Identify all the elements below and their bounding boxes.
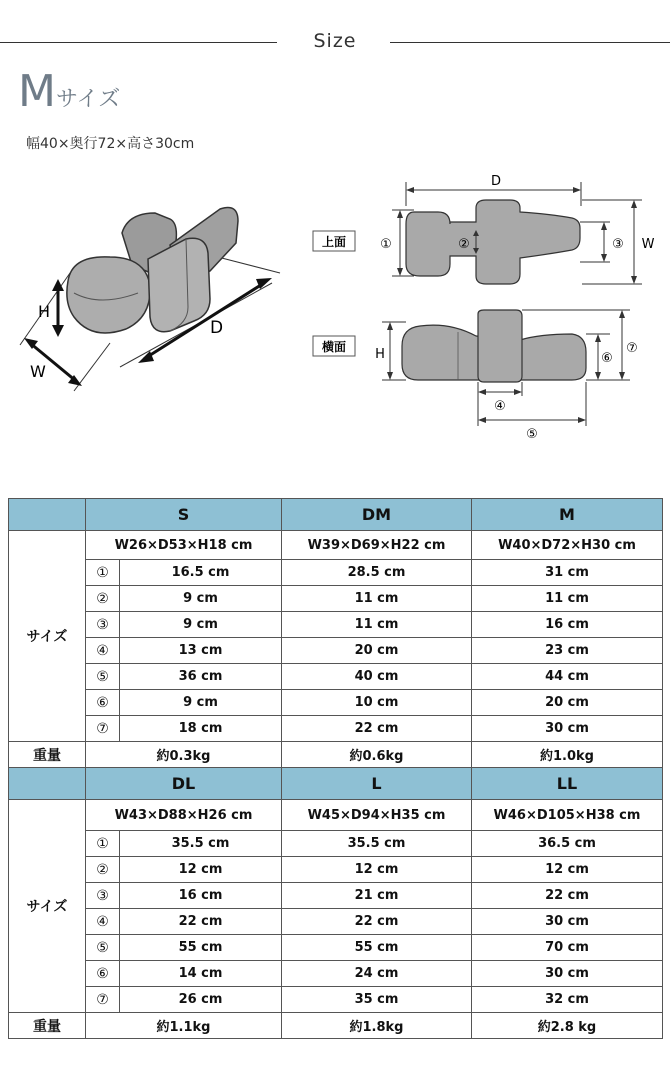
table-cell: 20 cm [282,638,472,664]
table1-weight-dm: 約0.6kg [282,742,472,768]
table1-header-row [9,499,663,531]
table-cell: 28.5 cm [282,560,472,586]
top-view-label: 上面 [321,235,347,249]
table2-col-ll: LL [472,768,663,800]
side-view-diagram [310,302,665,442]
table-cell: 70 cm [472,935,663,961]
section-title: Size [313,30,357,52]
table-cell: 21 cm [282,883,472,909]
table2-overall-row [9,800,663,831]
table-cell: 12 cm [282,857,472,883]
table-cell: 9 cm [120,586,282,612]
table-cell: 44 cm [472,664,663,690]
table1-weight-s: 約0.3kg [86,742,282,768]
table1-header-corner [9,499,86,531]
table-cell: 23 cm [472,638,663,664]
row-mark: ② [86,586,120,612]
table-row [9,909,663,935]
row-mark: ⑥ [86,690,120,716]
row-mark: ④ [86,638,120,664]
table-cell: 22 cm [282,716,472,742]
top-view-diagram [310,172,665,292]
row-mark: ① [86,560,120,586]
table-cell: 22 cm [472,883,663,909]
table-cell: 22 cm [120,909,282,935]
table1-weight-label: 重量 [9,742,86,768]
table-cell: 13 cm [120,638,282,664]
table-row [9,716,663,742]
table-cell: 32 cm [472,987,663,1013]
table1-size-label: サイズ [9,531,86,742]
table1-overall-m: W40×D72×H30 cm [472,531,663,560]
iso-w-label: W [30,362,46,381]
table-row [9,612,663,638]
row-mark: ⑦ [86,987,120,1013]
isometric-diagram [10,195,300,395]
table-cell: 11 cm [472,586,663,612]
side-mark-5: ⑤ [526,427,538,442]
row-mark: ⑦ [86,716,120,742]
row-mark: ③ [86,883,120,909]
size-heading [18,66,120,117]
top-mark-1: ① [380,237,392,252]
side-view-label: 横面 [321,340,347,354]
table-row [9,883,663,909]
table1-col-s: S [86,499,282,531]
row-mark: ③ [86,612,120,638]
table-row [9,857,663,883]
table-cell: 12 cm [120,857,282,883]
table-cell: 24 cm [282,961,472,987]
row-mark: ④ [86,909,120,935]
table-row [9,961,663,987]
table2-overall-dl: W43×D88×H26 cm [86,800,282,831]
table-cell: 30 cm [472,961,663,987]
side-mark-7: ⑦ [626,341,638,356]
table1-overall-dm: W39×D69×H22 cm [282,531,472,560]
table2-header-corner [9,768,86,800]
table-cell: 16 cm [472,612,663,638]
table-cell: 36.5 cm [472,831,663,857]
row-mark: ⑥ [86,961,120,987]
table-cell: 30 cm [472,716,663,742]
table-cell: 16 cm [120,883,282,909]
table-cell: 26 cm [120,987,282,1013]
table2-weight-row [9,1013,663,1039]
row-mark: ⑤ [86,664,120,690]
table-cell: 40 cm [282,664,472,690]
iso-d-label: D [210,318,224,338]
table-cell: 20 cm [472,690,663,716]
side-h-label: H [375,347,385,362]
table2-overall-ll: W46×D105×H38 cm [472,800,663,831]
table-cell: 16.5 cm [120,560,282,586]
table-cell: 22 cm [282,909,472,935]
table-cell: 14 cm [120,961,282,987]
table2-weight-label: 重量 [9,1013,86,1039]
table2-col-dl: DL [86,768,282,800]
side-mark-4: ④ [494,399,506,414]
row-mark: ⑤ [86,935,120,961]
table-cell: 55 cm [282,935,472,961]
table-cell: 35 cm [282,987,472,1013]
table-row [9,638,663,664]
table1-col-dm: DM [282,499,472,531]
table1-weight-row [9,742,663,768]
table-row [9,560,663,586]
table-row [9,664,663,690]
table-cell: 18 cm [120,716,282,742]
table2-weight-l: 約1.8kg [282,1013,472,1039]
table-cell: 9 cm [120,690,282,716]
table2-overall-l: W45×D94×H35 cm [282,800,472,831]
table-cell: 35.5 cm [282,831,472,857]
table-row [9,831,663,857]
size-suffix: サイズ [55,87,121,112]
size-spec-table [8,498,663,1039]
dimensions-text: 幅40×奥行72×高さ30cm [26,136,195,152]
table2-weight-ll: 約2.8 kg [472,1013,663,1039]
table1-weight-m: 約1.0kg [472,742,663,768]
iso-h-label: H [38,302,51,321]
table-cell: 11 cm [282,586,472,612]
row-mark: ① [86,831,120,857]
top-mark-2: ② [458,237,470,252]
row-mark: ② [86,857,120,883]
table-cell: 55 cm [120,935,282,961]
table-row [9,987,663,1013]
table-cell: 11 cm [282,612,472,638]
table1-col-m: M [472,499,663,531]
table-row [9,690,663,716]
table2-col-l: L [282,768,472,800]
table-cell: 35.5 cm [120,831,282,857]
table1-overall-s: W26×D53×H18 cm [86,531,282,560]
table-cell: 30 cm [472,909,663,935]
table2-header-row [9,768,663,800]
table-cell: 9 cm [120,612,282,638]
top-mark-3: ③ [612,237,624,252]
table-cell: 31 cm [472,560,663,586]
table-row [9,586,663,612]
table-cell: 10 cm [282,690,472,716]
table-cell: 36 cm [120,664,282,690]
side-mark-6: ⑥ [601,351,613,366]
table-cell: 12 cm [472,857,663,883]
size-letter: M [18,66,56,117]
table2-size-label: サイズ [9,800,86,1013]
top-d-label: D [490,174,502,189]
top-w-label: W [641,237,655,252]
table1-overall-row [9,531,663,560]
table2-weight-dl: 約1.1kg [86,1013,282,1039]
table-row [9,935,663,961]
